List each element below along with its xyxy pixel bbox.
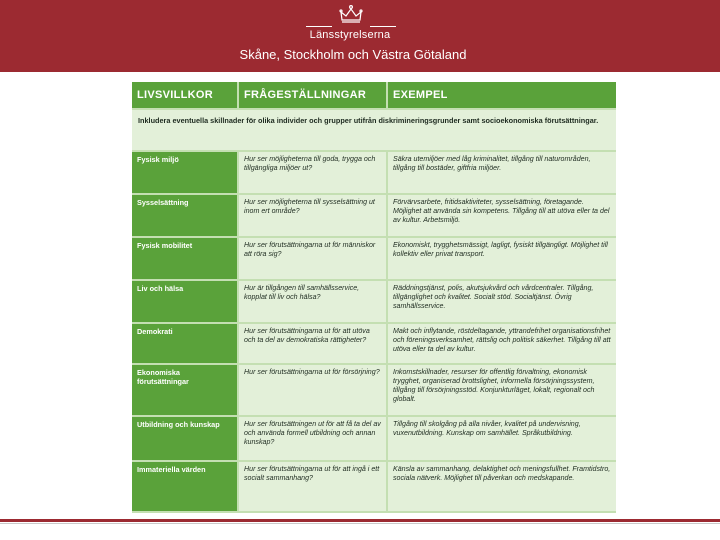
row-example: Känsla av sammanhang, delaktighet och meningsfullhet. Framtidstro, sociala nätverk. Möjlighet till påverkan och medskapande. <box>387 461 616 512</box>
table-row <box>132 364 616 416</box>
table-row <box>132 416 616 461</box>
header-banner <box>0 0 720 72</box>
logo-divider-right <box>370 26 396 27</box>
header-subtitle: Skåne, Stockholm och Västra Götaland <box>239 47 467 62</box>
row-question: Hur ser förutsättningarna ut för försörjning? <box>238 364 387 416</box>
row-label: Demokrati <box>132 323 238 364</box>
row-question: Hur ser förutsättningen ut för att få ta del av och använda formell utbildning och annan kunskap? <box>238 416 387 461</box>
row-question: Hur ser förutsättningarna ut för människor att röra sig? <box>238 237 387 280</box>
row-question: Hur ser förutsättningarna ut för att utöva och ta del av demokratiska rättigheter? <box>238 323 387 364</box>
row-example: Ekonomiskt, trygghetsmässigt, lagligt, fysiskt tillgängligt. Möjlighet till kollektiv eller privat transport. <box>387 237 616 280</box>
row-example: Säkra utemiljöer med låg kriminalitet, tillgång till naturområden, tillgång till bostäder, giftfria miljöer. <box>387 151 616 194</box>
column-header-exempel: EXEMPEL <box>387 82 616 109</box>
crown-icon <box>338 4 364 24</box>
table-row <box>132 323 616 364</box>
row-label: Liv och hälsa <box>132 280 238 323</box>
intro-row <box>132 109 616 151</box>
row-label: Immateriella värden <box>132 461 238 512</box>
row-example: Makt och inflytande, röstdeltagande, yttrandefrihet organisationsfrihet och föreningsverksamhet, rättslig och politisk säkerhet. Tillgång till att utöva eller ta del av kultur. <box>387 323 616 364</box>
row-example: Inkomstskillnader, resurser för offentlig förvaltning, ekonomisk trygghet, organiserad brottslighet, informella försörjningssystem, tillgång till försörjningsstöd. Konjunkturläget, lokalt, regionalt och globalt. <box>387 364 616 416</box>
row-question: Hur är tillgången till samhällsservice, kopplat till liv och hälsa? <box>238 280 387 323</box>
living-conditions-table-container <box>132 82 616 504</box>
row-example: Räddningstjänst, polis, akutsjukvård och vårdcentraler. Tillgång, tillgänglighet och kvalitet. Socialt stöd. Socialtjänst. Övrig samhällsservice. <box>387 280 616 323</box>
row-label: Sysselsättning <box>132 194 238 237</box>
table-row <box>132 280 616 323</box>
table-row <box>132 461 616 512</box>
row-question: Hur ser möjligheterna till sysselsättning ut inom ert område? <box>238 194 387 237</box>
intro-text: Inkludera eventuella skillnader för olika individer och grupper utifrån diskrimineringsgrunder samt socioekonomiska förutsättningar. <box>132 109 616 151</box>
footer-accent-bar <box>0 519 720 522</box>
living-conditions-table <box>132 82 616 513</box>
footer-divider <box>0 523 720 524</box>
row-label: Fysisk miljö <box>132 151 238 194</box>
row-question: Hur ser möjligheterna till goda, trygga och tillgängliga miljöer ut? <box>238 151 387 194</box>
table-header-row <box>132 82 616 109</box>
table-row <box>132 194 616 237</box>
row-label: Fysisk mobilitet <box>132 237 238 280</box>
org-name: Länsstyrelserna <box>309 29 391 41</box>
lansstyrelserna-logo <box>300 4 400 44</box>
column-header-fragestallningar: FRÅGESTÄLLNINGAR <box>238 82 387 109</box>
row-label: Utbildning och kunskap <box>132 416 238 461</box>
table-row <box>132 151 616 194</box>
row-example: Tillgång till skolgång på alla nivåer, kvalitet på undervisning, vuxenutbildning. Kunskap om samhället. Språkutbildning. <box>387 416 616 461</box>
row-example: Förvärvsarbete, fritidsaktiviteter, sysselsättning, företagande. Möjlighet att använda sin kompetens. Tillgång till att utöva eller ta del av kultur. Arbetsmiljö. <box>387 194 616 237</box>
logo-divider-left <box>306 26 332 27</box>
row-label: Ekonomiska förutsättningar <box>132 364 238 416</box>
row-question: Hur ser förutsättningarna ut för att ingå i ett socialt sammanhang? <box>238 461 387 512</box>
column-header-livsvillkor: LIVSVILLKOR <box>132 82 238 109</box>
table-row <box>132 237 616 280</box>
